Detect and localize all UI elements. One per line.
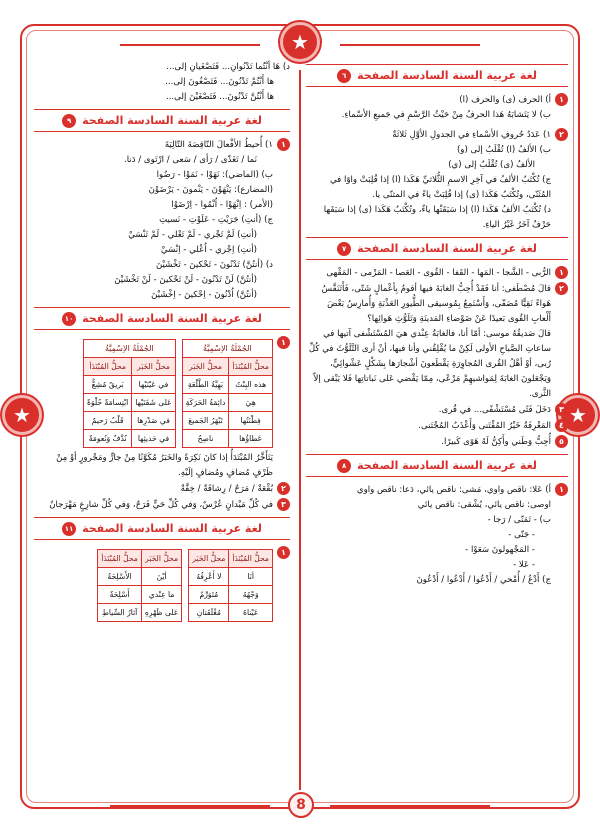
section-header <box>34 109 290 132</box>
table-cell: ابْتِسامَةٌ حُلْوَةٌ <box>84 394 132 412</box>
section-title: لغة عربية السنة السادسة الصفحة <box>82 312 262 325</box>
table-row <box>189 586 273 604</box>
nominal-sentence-table <box>188 549 273 622</box>
question-number: ١ <box>277 546 290 559</box>
answer-line: أ) عَلا: ناقص واوي، مَشى: ناقص يائي، دَعا: ناقص واوي <box>356 485 551 495</box>
table-header: محلُّ الخَبَر <box>189 550 229 568</box>
question <box>34 336 290 481</box>
question-number: ٢ <box>555 128 568 141</box>
answer-line: ١) أُحيطُ الأفْعالَ النّاقِصَةَ التّالِيَةَ <box>164 140 273 150</box>
answer-line: (أنتُنَّ) اُدْنُونَ - اِحْكينَ - اِخْشَيْنَ <box>151 290 257 300</box>
section-badge: ٩ <box>62 114 76 128</box>
table-cell: مُتَوَرِّمٌ <box>189 586 229 604</box>
table-row <box>182 376 272 394</box>
question-number: ٢ <box>555 282 568 295</box>
right-column <box>306 60 568 790</box>
section-badge: ٦ <box>337 69 351 83</box>
table-cell: عَطاؤُها <box>229 430 273 448</box>
section-header <box>306 237 568 260</box>
nominal-sentence-table <box>83 339 176 448</box>
question-number: ١ <box>277 336 290 349</box>
table-row <box>182 430 272 448</box>
answer-line: ب) الألفُ (ا) تُقْلَبُ إلى (و) <box>456 145 551 155</box>
question-number: ٥ <box>555 435 568 448</box>
answer-line: بُقْعَةٌ / مَرَحٌ / رِشاقَةٌ / خِفَّةٌ <box>180 484 273 494</box>
answer-note: يَتَأَخَّرُ المُبْتَدَأُ إذا كانَ نَكِرَةً والخَبَرُ مُكَوَّنًا مِنْ جارٍّ ومَجْرورٍ أوْ مِنْ ظَرْفٍ مُضافٍ ومُضافٍ إلَيْهِ. <box>56 453 273 478</box>
answer-line: المَعْرِفَةُ خَيْرُ المُقْتَنى وَأَعْذَبُ المُجْتَنى. <box>418 421 551 431</box>
table-cell: وَجْهُهُ <box>229 586 273 604</box>
table-cell: أيْنَ <box>141 568 182 586</box>
answer-line: ها أَنْتُنَّ تَدْنُونَ... فَتَصْغَيْنَ إلى... <box>165 92 274 102</box>
answer-line: ١) عَدَدُ حُروفِ الأسْماءِ في الجدولِ الأوَّلِ ثَلاثَةٌ <box>392 130 551 140</box>
question-number: ١ <box>277 138 290 151</box>
table-cell: هذه البِنْتُ <box>229 376 273 394</box>
table-caption: الجُمْلَةُ الاِسْمِيَّةُ <box>182 340 272 358</box>
answer-line: أ) الحرف (ى) والحرف (ا) <box>459 95 551 105</box>
bottom-ornament-left <box>110 805 270 807</box>
answer-line: نَما / تَغَذّى / رَأى / سَعى / ارْتَوى / دَنا. <box>124 155 257 165</box>
table-row <box>98 586 182 604</box>
star-medal-icon: ★ <box>280 22 320 62</box>
answer-line: الألفُ (ى) تُقْلَبُ إلى (ي) <box>448 160 535 170</box>
table-cell: فِطْنَتُها <box>229 412 273 430</box>
answer-line: د) هَا أَنْتُما تَدْنُوانِ... فَتَصْغَيانِ إلى... <box>166 62 290 72</box>
table-header: محلُّ الخَبَر <box>182 358 229 376</box>
bottom-ornament-right <box>330 805 490 807</box>
question <box>34 498 290 513</box>
table-cell: عَلى ظَهْرِهِ <box>141 604 182 622</box>
question <box>306 483 568 588</box>
table-row <box>84 394 176 412</box>
table-caption: الجُمْلَةُ الاِسْمِيَّةُ <box>84 340 176 358</box>
top-ornament-left <box>120 44 260 46</box>
table-cell: آثارُ السِّياطِ <box>98 604 142 622</box>
nominal-sentence-table <box>97 549 182 622</box>
table-row <box>189 568 273 586</box>
table-header: محلُّ المُبْتَدَأ <box>229 358 273 376</box>
table-header: محلُّ المُبْتَدَأ <box>98 550 142 568</box>
table-cell: بَريقٌ مُشِعٌّ <box>84 376 132 394</box>
page-number: 8 <box>288 792 314 818</box>
question <box>306 403 568 418</box>
answer-line: اوصى: ناقص يائي، يُشْقى: ناقص يائي <box>417 500 551 510</box>
question-number: ٤ <box>555 419 568 432</box>
question <box>34 482 290 497</box>
answer-paragraph: قالَ مُصْطَفى: أنا فَقَدْ أُحِبُّ الغابَةَ فيها أقومُ بِأعْمالٍ شَتّى، فَأَتَنَفَّسُ هَواءً نَقِيًّا مُصَفّى، وَأَسْتَمِعُ بِمُوسيقى الطُّيورِ العَذْبَةِ وَأُمارِسُ بَعْضَ أَلْعابِ القُوى بَعيدًا عَنْ ضَوْضاءِ المَدينَةِ وَتَلَوُّثِ هَوائِها؟ <box>321 284 551 324</box>
table-cell: مُغْلَقَتانِ <box>189 604 229 622</box>
section-title: لغة عربية السنة السادسة الصفحة <box>357 242 537 255</box>
table-cell: الأَسْلِحَةُ <box>98 568 142 586</box>
answer-line: ج) أَدْعُ / أُمْحي / أَدْعُوا / أَدْعُوا / أَدْعُونَ <box>416 575 551 585</box>
question-number: ٢ <box>277 482 290 495</box>
table-cell: لا أَعْرِفُهُ <box>189 568 229 586</box>
answer-line: (أنتِ) اِجْري - اُعْلي - اِنْسَيْ <box>160 245 257 255</box>
section-badge: ٧ <box>337 242 351 256</box>
question <box>306 419 568 434</box>
section-title: لغة عربية السنة السادسة الصفحة <box>82 522 262 535</box>
table-cell: عَيْناهُ <box>229 604 273 622</box>
question <box>306 93 568 123</box>
section-title: لغة عربية السنة السادسة الصفحة <box>82 114 262 127</box>
answer-line: في كُلِّ مَيْدانٍ عُرْسٌ، وَفي كُلِّ حَيٍّ فَرَحٌ، وَفي كُلِّ شارِعٍ مَهْرَجانٌ <box>49 500 273 510</box>
answer-line: ج) (أنتِ) جَرَيْتِ - عَلَوْتِ - نَسيتِ <box>159 215 273 225</box>
table-header: محلُّ المُبْتَدَأ <box>84 358 132 376</box>
section-header <box>34 307 290 330</box>
table-cell: دائِمَةُ الحَرَكَةِ <box>182 394 229 412</box>
answer-line: - عَلا - <box>513 560 535 570</box>
table-cell: أنَا <box>229 568 273 586</box>
answer-line: (أنتُنَّ) لَنْ تَدْنُونَ - لَنْ تَحْكينَ - لَنْ تَخْشَيْنَ <box>114 275 257 285</box>
answer-line: د) (أنتُنَّ) تَدْنُونَ - تَحْكينَ - تَخْشَيْنَ <box>156 260 273 270</box>
table-header: محلُّ المُبْتَدَأ <box>229 550 273 568</box>
answer-line: ها أَنْتُمْ تَدْنُونَ... فَتَصْغُونَ إلى... <box>165 77 274 87</box>
table-cell: في حَديثِها <box>132 430 175 448</box>
question <box>306 435 568 450</box>
section-header <box>306 454 568 477</box>
table-row <box>182 394 272 412</box>
table-cell: في عَيْنَيْها <box>132 376 175 394</box>
answer-line: أُحِبُّ وَطَني وأَكِنُّ لَهُ هَوًى كَبيرًا. <box>441 437 551 447</box>
table-row <box>84 430 176 448</box>
question <box>306 128 568 233</box>
answer-line: ب) - تَمَنّى / رَجا - <box>487 515 551 525</box>
answer-line: د) تُكْتَبُ الألفُ هَكَذا (ا) إذا سَبَقَتْها ياءٌ، وتُكْتَبُ هَكَذا (ى) إذا سَبَقَها حَرْفٌ آخَرُ غَيْرُ الياءِ. <box>323 205 551 230</box>
top-ornament-right <box>340 44 480 46</box>
table-cell: هِيَ <box>229 394 273 412</box>
table-header: محلُّ الخَبَر <box>132 358 175 376</box>
question <box>306 266 568 281</box>
table-row <box>182 412 272 430</box>
question <box>34 138 290 303</box>
table-cell: أَسْلِحَةٌ <box>98 586 142 604</box>
table-cell: قَلْبٌ رَحيمٌ <box>84 412 132 430</box>
question-number: ٣ <box>277 498 290 511</box>
table-row <box>98 604 182 622</box>
table-cell: في صَدْرِها <box>132 412 175 430</box>
section-badge: ١١ <box>62 522 76 536</box>
section-header <box>306 64 568 87</box>
question-number: ١ <box>555 483 568 496</box>
question-number: ١ <box>555 266 568 279</box>
table-row <box>189 604 273 622</box>
answer-line: (أنتِ) لَمْ تَجْري - لَمْ تَعْلي - لَمْ تَنْسَيْ <box>128 230 257 240</box>
star-medal-icon: ★ <box>558 395 598 435</box>
section-header <box>34 517 290 540</box>
star-medal-icon: ★ <box>2 395 42 435</box>
table-cell: نُدَّفٌ وَنُعومَةٌ <box>84 430 132 448</box>
answer-line: - المَجْهولونَ سَعَوْا - <box>465 545 535 555</box>
answer-line: ج) تُكْتَبُ الألفُ في آخِرِ الاسمِ الثُّلاثيِّ هَكَذا (ا) إذا قُلِبَتْ واوًا في المُثَنّى، وتُكْتَبُ هَكَذا (ى) إذا قُلِبَتْ ياءً في المثنّى يا. <box>329 175 551 200</box>
section-title: لغة عربية السنة السادسة الصفحة <box>357 459 537 472</box>
column-divider <box>299 70 301 790</box>
question <box>306 282 568 402</box>
answer-line: ب) (الماضي): نَهَوْا - نَمَوْا - رَضُوا <box>156 170 273 180</box>
table-cell: ما عِنْدي <box>141 586 182 604</box>
left-column <box>34 60 290 790</box>
answer-line: الرُّبى - الشَّجا - المَها - القَفا - القُوى - العَصا - المَرْمى - المَقْهى <box>326 268 551 278</box>
question-number: ٣ <box>555 403 568 416</box>
table-row <box>84 376 176 394</box>
answer-line: (المضارع): يَنْهَوْنَ - يَنْمونَ - يَرْضَوْنَ <box>148 185 273 195</box>
sentence-tables <box>34 549 273 622</box>
answer-line: دَخَلَ فَتًى مُسْتَشْفًى... في قُرى. <box>438 405 551 415</box>
answer-line: (الأمر) : اِنْهَوْا - اُنْمُوا - اِرْضَوْا <box>171 200 273 210</box>
table-cell: بَهِيَّةُ الطَّلْعَةِ <box>182 376 229 394</box>
sentence-tables <box>34 339 273 448</box>
question-number: ١ <box>555 93 568 106</box>
table-header: محلُّ الخَبَر <box>141 550 182 568</box>
table-row <box>98 568 182 586</box>
answer-paragraph: قالَ صَديقُهُ موسى: أمّا أنا، فالغابَةُ عِنْدي هيَ المُسْتَشْفى آتيها في ساعاتِ الصَّباحِ الأولى لَكِنْ ما يُقْلِقُني وأنا فيها، أنْ أرى التَّلَوُّثَ في كُلِّ رُبى، أوْ أهْلُ القُرى المُجاوِرَةِ يَقْطَعونَ أشْجارَها بِشَكْلٍ عَشْوائِيٍّ، وَيَجْعَلونَ الغابَةَ لِمَواشيهِمْ مَرْعًى، مِمّا يَقْضي عَلى نَباتاتِها فَلا يَبْقى إلاّ الثَّرى. <box>308 329 551 399</box>
table-cell: ناصِحٌ <box>182 430 229 448</box>
answer-line: ب) لا يَتَشابَهُ هَذا الحرفُ مِنْ حَيْثُ الرَّسْمِ في جَميعِ الأسْماءِ. <box>341 110 551 120</box>
question <box>34 546 290 625</box>
section-badge: ٨ <box>337 459 351 473</box>
section-badge: ١٠ <box>62 312 76 326</box>
nominal-sentence-table <box>182 339 273 448</box>
table-cell: تَبْهَرُ الجَميعَ <box>182 412 229 430</box>
section-title: لغة عربية السنة السادسة الصفحة <box>357 69 537 82</box>
answer-line: - جَنّى - <box>508 530 535 540</box>
table-cell: عَلى شَفَتَيْها <box>132 394 175 412</box>
table-row <box>84 412 176 430</box>
